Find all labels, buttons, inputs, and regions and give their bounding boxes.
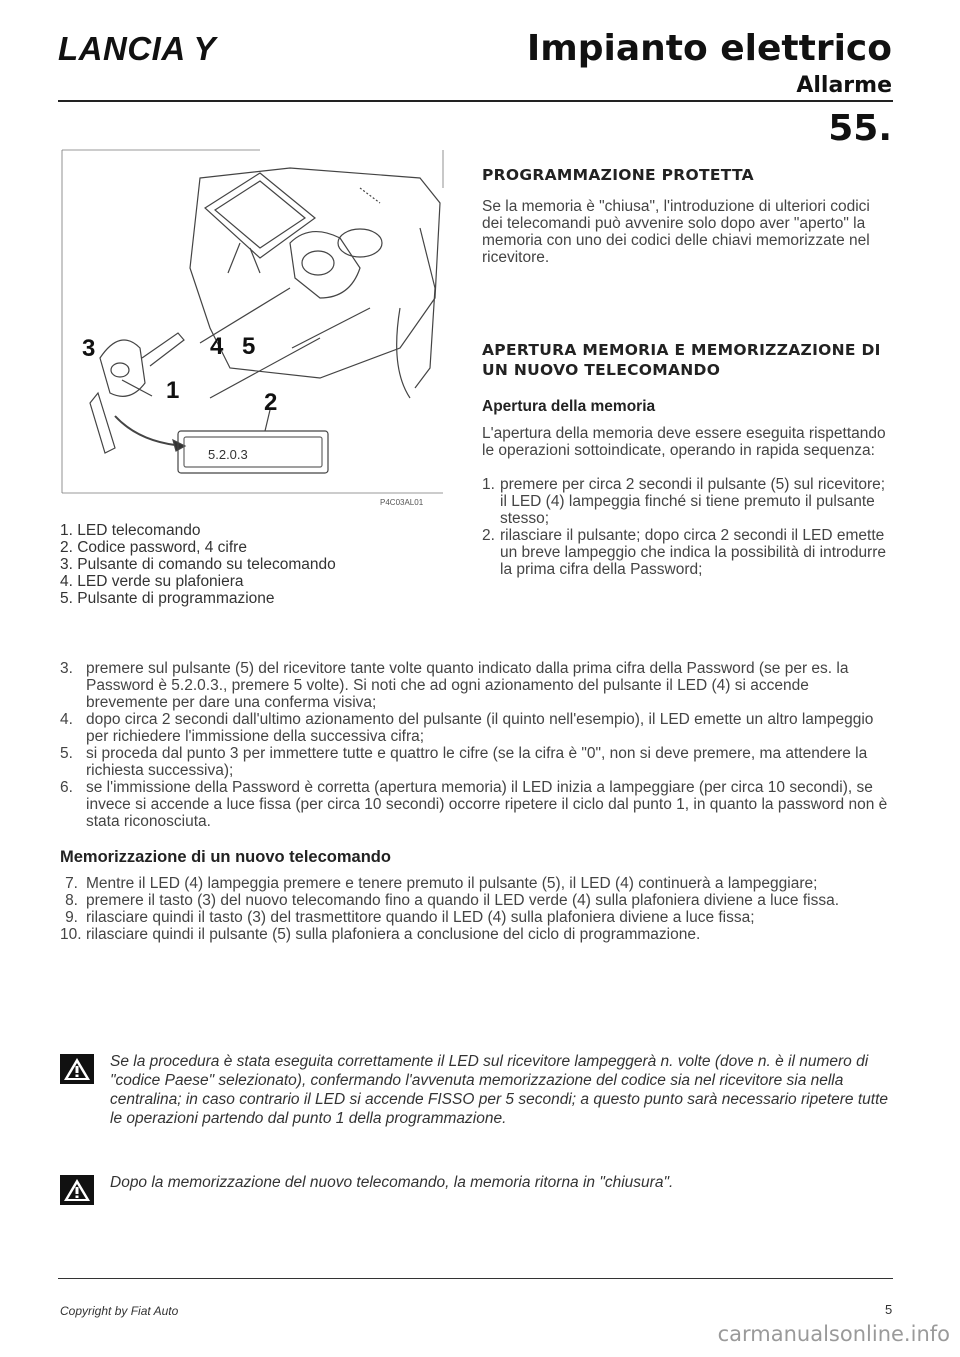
step-text: Mentre il LED (4) lampeggia premere e tenere premuto il pulsante (5), il LED (4) continuerà a lampeggiare; bbox=[86, 875, 818, 892]
step-number: 8. bbox=[65, 892, 78, 909]
footer-copyright: Copyright by Fiat Auto bbox=[60, 1304, 179, 1318]
watermark: carmanualsonline.info bbox=[717, 1322, 950, 1346]
header-rule bbox=[58, 100, 893, 102]
warning-note bbox=[60, 1052, 890, 1128]
chapter-subtitle: Allarme bbox=[796, 73, 892, 98]
list-item bbox=[60, 711, 895, 745]
footer-rule bbox=[58, 1278, 893, 1279]
brand-title: LANCIA Y bbox=[58, 30, 217, 67]
section-body-programmazione-protetta: Se la memoria è "chiusa", l'introduzione di ulteriori codici dei telecomandi può avvenire solo dopo aver "aperto" la memoria con uno dei codici delle chiavi memorizzate nel ricevitore. bbox=[482, 198, 870, 266]
step-number: 7. bbox=[65, 875, 78, 892]
list-item bbox=[482, 476, 892, 527]
warning-text: Dopo la memorizzazione del nuovo telecomando, la memoria ritorna in "chiusura". bbox=[110, 1174, 674, 1191]
section-title-programmazione-protetta: PROGRAMMAZIONE PROTETTA bbox=[482, 166, 754, 184]
section-page-number: 55. bbox=[828, 108, 892, 149]
step-number: 2. bbox=[482, 527, 495, 544]
legend-item: 1. LED telecomando bbox=[60, 522, 201, 539]
step-text: premere sul pulsante (5) del ricevitore tante volte quanto indicato dalla prima cifra della Password (se per es. la Password è 5.2.0.3., premere 5 volte). Si noti che ad ogni azionamento del pulsante il LED (4) si accende brevemente per dare una conferma visiva; bbox=[86, 660, 849, 711]
warning-icon bbox=[60, 1175, 94, 1205]
footer-page-number: 5 bbox=[885, 1302, 893, 1317]
callout-3: 3 bbox=[82, 335, 96, 362]
callout-2: 2 bbox=[264, 389, 278, 416]
callout-1: 1 bbox=[166, 377, 180, 404]
section-title-apertura-memoria: APERTURA MEMORIA E MEMORIZZAZIONE DI UN NUOVO TELECOMANDO bbox=[482, 341, 881, 379]
subsection-title-apertura: Apertura della memoria bbox=[482, 398, 656, 415]
subsection-title-memorizzazione: Memorizzazione di un nuovo telecomando bbox=[60, 848, 391, 866]
callout-4: 4 bbox=[210, 333, 224, 360]
list-item bbox=[60, 660, 895, 711]
legend-item: 3. Pulsante di comando su telecomando bbox=[60, 556, 336, 573]
figure-code: P4C03AL01 bbox=[380, 498, 424, 507]
step-number: 3. bbox=[60, 660, 73, 677]
list-item bbox=[60, 875, 895, 892]
step-text: rilasciare quindi il tasto (3) del trasmettitore quando il LED (4) sulla plafoniera diviene a luce fissa; bbox=[86, 909, 755, 926]
step-number: 9. bbox=[65, 909, 78, 926]
display-code: 5.2.0.3 bbox=[208, 447, 248, 462]
step-text: premere il tasto (3) del nuovo telecomando fino a quando il LED verde (4) sulla plafoniera diviene a luce fissa. bbox=[86, 892, 840, 909]
remote-key-figure bbox=[60, 148, 444, 494]
key-fob bbox=[100, 340, 145, 396]
list-item bbox=[482, 527, 892, 578]
receiver-panel bbox=[290, 232, 360, 298]
list-item bbox=[60, 745, 895, 779]
callout-5: 5 bbox=[242, 333, 256, 360]
plafoniera-outline bbox=[190, 168, 440, 378]
warning-note bbox=[60, 1173, 890, 1205]
list-item bbox=[60, 892, 895, 909]
step-text: dopo circa 2 secondi dall'ultimo azionamento del pulsante (il quinto nell'esempio), il LED emette un altro lampeggio per richiedere l'immissione della successiva cifra; bbox=[86, 711, 874, 745]
step-text: rilasciare il pulsante; dopo circa 2 secondi il LED emette un breve lampeggio che indica la possibilità di introdurre la prima cifra della Password; bbox=[500, 527, 887, 578]
figure-legend bbox=[60, 522, 450, 607]
step-text: se l'immissione della Password è corretta (apertura memoria) il LED inizia a lampeggiare (per circa 10 secondi), se invece si accende a luce fissa (per circa 10 secondi) occorre ripetere il ciclo dal punto 1, in quanto la password non è stata riconosciuta. bbox=[86, 779, 888, 830]
step-text: si proceda dal punto 3 per immettere tutte e quattro le cifre (se la cifra è "0", non si deve premere, ma attendere la richiesta successiva); bbox=[86, 745, 868, 779]
step-text: rilasciare quindi il pulsante (5) sulla plafoniera a conclusione del ciclo di programmazione. bbox=[86, 926, 701, 943]
chapter-title: Impianto elettrico bbox=[526, 28, 892, 69]
subsection-intro-apertura: L'apertura della memoria deve essere eseguita rispettando le operazioni sottoindicate, operando in rapida sequenza: bbox=[482, 425, 886, 459]
list-item bbox=[60, 926, 895, 943]
legend-item: 5. Pulsante di programmazione bbox=[60, 590, 275, 607]
step-number: 10. bbox=[60, 926, 82, 943]
legend-item: 2. Codice password, 4 cifre bbox=[60, 539, 247, 556]
step-number: 1. bbox=[482, 476, 495, 493]
step-text: premere per circa 2 secondi il pulsante (5) sul ricevitore; il LED (4) lampeggia finché si tiene premuto il pulsante stesso; bbox=[500, 476, 886, 527]
warning-text: Se la procedura è stata eseguita correttamente il LED sul ricevitore lampeggerà n. volte (dove n. è il numero di "codice Paese" selezionato), confermando l'avvenuta memorizzazione del codice sia nel ricevitore sia nella centralina; in caso contrario il LED si accende FISSO per 5 secondi; a questo punto sarà necessario ripetere tutte le operazioni partendo dal punto 1 della programmazione. bbox=[110, 1053, 889, 1127]
list-item bbox=[60, 909, 895, 926]
step-number: 5. bbox=[60, 745, 73, 762]
memorizzazione-steps-list bbox=[60, 875, 895, 943]
apertura-steps-continued bbox=[60, 660, 895, 830]
list-item bbox=[60, 779, 895, 830]
step-number: 4. bbox=[60, 711, 73, 728]
step-number: 6. bbox=[60, 779, 73, 796]
apertura-steps-list bbox=[482, 476, 892, 578]
warning-icon bbox=[60, 1054, 94, 1084]
legend-item: 4. LED verde su plafoniera bbox=[60, 573, 244, 590]
